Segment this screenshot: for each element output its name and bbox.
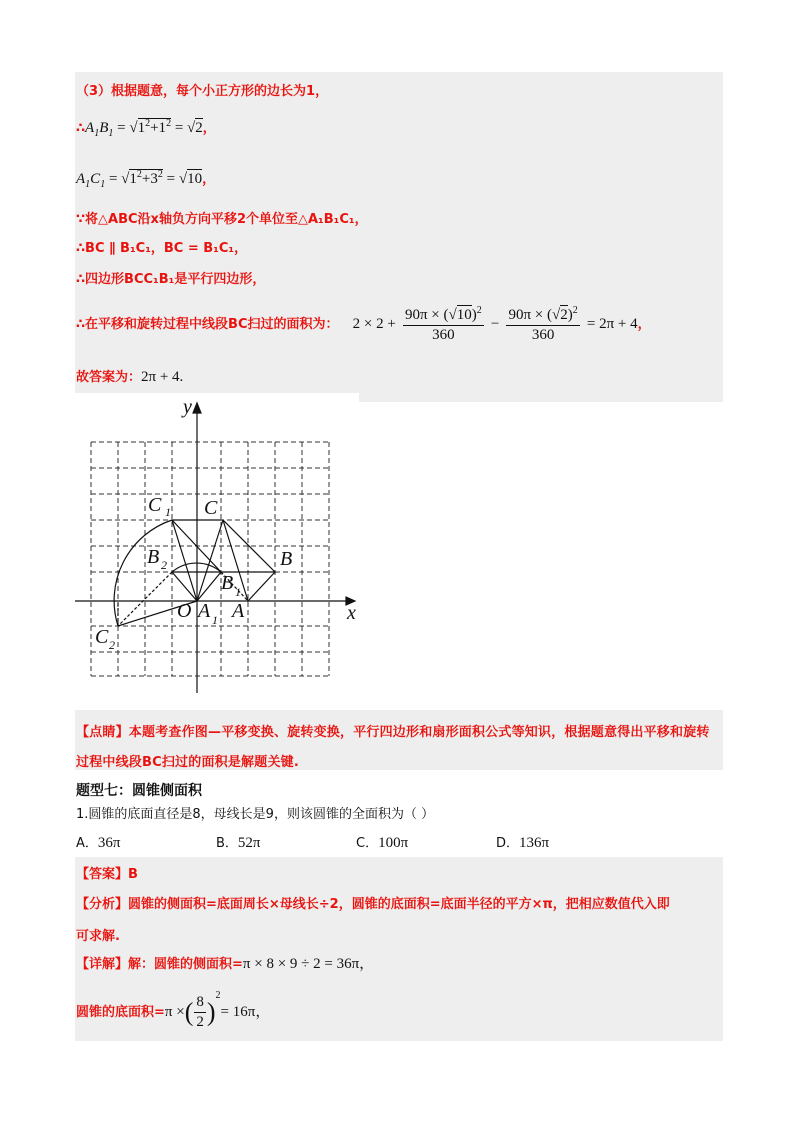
point-label-B: B <box>280 548 293 570</box>
detail-line: 【详解】解：圆锥的侧面积=π × 8 × 9 ÷ 2 = 36π， <box>76 956 375 972</box>
point-label-C1: C <box>148 494 162 516</box>
point-label-C: C <box>204 497 218 519</box>
option-b: B．52π <box>216 835 261 851</box>
analysis-line-1: 【分析】圆锥的侧面积=底面周长×母线长÷2，圆锥的底面积=底面半径的平方×π，把相应数值代入即 <box>76 897 670 912</box>
axis-label-x: x <box>347 602 356 624</box>
point-label-B2: B <box>147 546 160 568</box>
point-label-B1: B <box>221 572 234 594</box>
axis-label-y: y <box>183 396 192 418</box>
key-point-comment: 【点睛】本题考查作图—平移变换、旋转变换，平行四边形和扇形面积公式等知识，根据题意得出平移和旋转过程中线段BC扫过的面积是解题关键. <box>76 725 710 770</box>
analysis-line-2: 可求解. <box>76 929 120 944</box>
translation-statement: ∵将△ABC沿x轴负方向平移2个单位至△A₁B₁C₁， <box>76 212 368 227</box>
point-label-A1: A <box>198 600 211 622</box>
point-label-A: A <box>232 600 245 622</box>
coordinate-figure <box>75 393 359 697</box>
eq-a1b1: $\therefore A_1B_1 = √1^2+1^2 = √2$， <box>76 118 216 139</box>
eq-a1c1: $A_1C_1 = √1^2+3^2 = √10$， <box>76 169 216 190</box>
point-label-C2-sub: 2 <box>109 638 115 652</box>
point-label-C2: C <box>95 626 109 648</box>
final-answer: 故答案为：2π + 4. <box>76 369 184 385</box>
point-label-C1-sub: 1 <box>165 505 171 519</box>
swept-area-eq: ∴在平移和旋转过程中线段BC扫过的面积为： 2 × 2 + $\frac{90\pi \times (√10)^2}{360}$ − $\frac{90\pi \times (√2)^2}{360}$ = 2π + 4， <box>76 305 651 343</box>
question-text: 1.圆锥的底面直径是8，母线长是9，则该圆锥的全面积为（ ） <box>76 807 435 822</box>
point-label-B1-sub: 1 <box>235 585 241 599</box>
point-label-A1-sub: 1 <box>212 613 218 627</box>
option-a: A．36π <box>76 835 121 851</box>
solution-intro: （3）根据题意，每个小正方形的边长为1， <box>76 84 329 99</box>
answer-label: 【答案】B <box>76 867 138 882</box>
point-label-B2-sub: 2 <box>161 558 167 572</box>
base-area-line: 圆锥的底面积=π ×( $\frac{8}{2}$ )$^2$= 16π， <box>76 990 271 1030</box>
option-c: C．100π <box>356 835 409 851</box>
parallel-statement: ∴BC ∥ B₁C₁，BC = B₁C₁， <box>76 241 248 256</box>
parallelogram-statement: ∴四边形BCC₁B₁是平行四边形， <box>76 272 266 287</box>
section-heading: 题型七：圆锥侧面积 <box>76 783 202 799</box>
option-d: D．136π <box>496 835 550 851</box>
point-label-O: O <box>177 600 192 622</box>
